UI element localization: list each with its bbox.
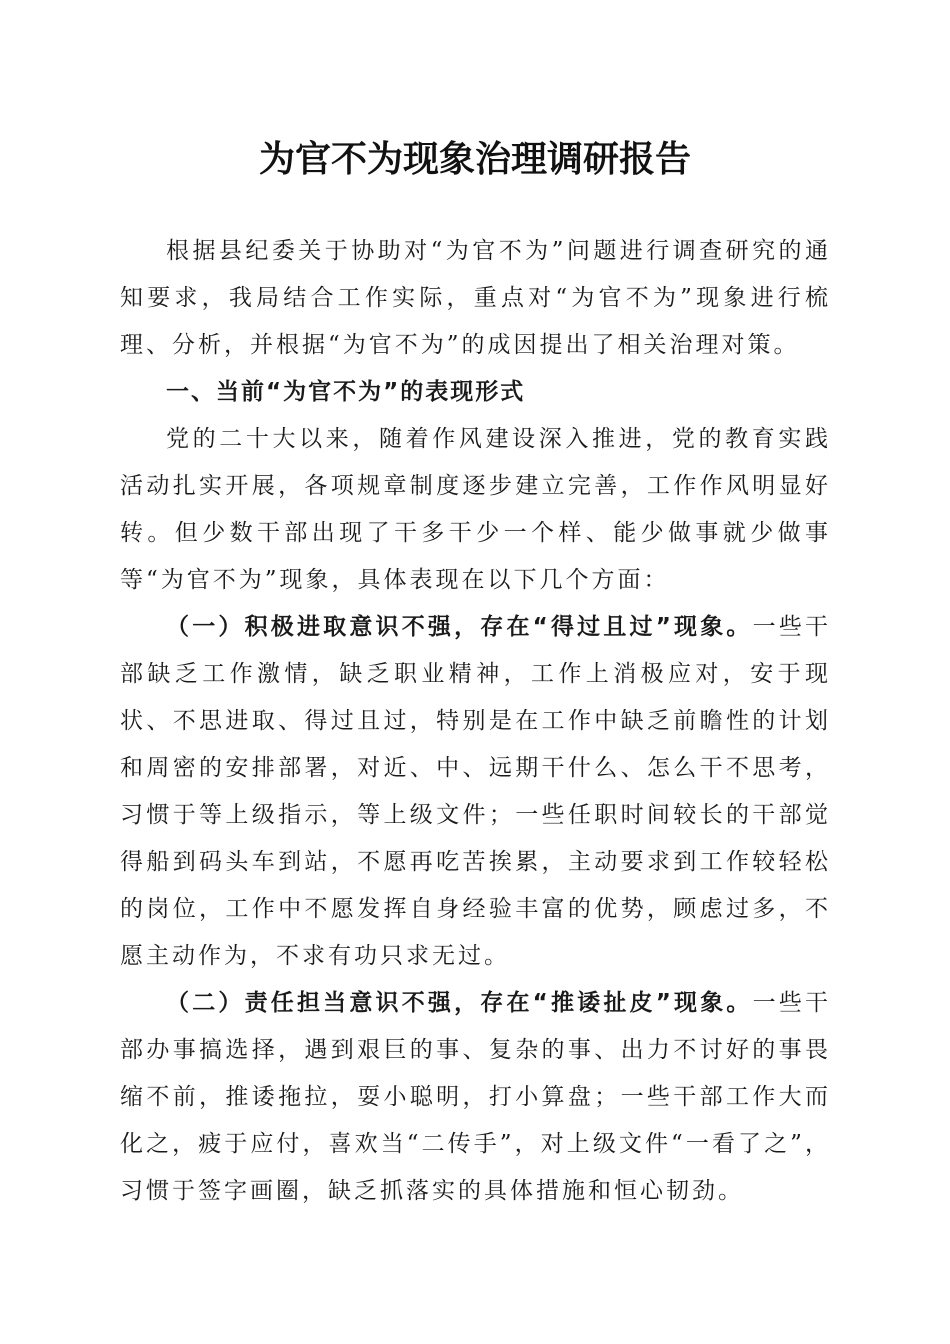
- item-paragraph-1: [120, 604, 831, 980]
- item-paragraph-2: [120, 980, 831, 1215]
- document-title: 为官不为现象治理调研报告: [258, 138, 691, 180]
- document-body: [120, 228, 831, 1215]
- section-paragraph: 党的二十大以来，随着作风建设深入推进，党的教育实践活动扎实开展，各项规章制度逐步建立完善，工作作风明显好转。但少数干部出现了干多干少一个样、能少做事就少做事等“为官不为”现象，具体表现在以下几个方面：: [120, 426, 831, 593]
- item-body-2: 一些干部办事搞选择，遇到艰巨的事、复杂的事、出力不讨好的事畏缩不前，推诿拖拉，耍小聪明，打小算盘；一些干部工作大而化之，疲于应付，喜欢当“二传手”，对上级文件“一看了之”，习惯于签字画圈，缺乏抓落实的具体措施和恒心韧劲。: [120, 990, 832, 1204]
- intro-paragraph: 根据县纪委关于协助对“为官不为”问题进行调查研究的通知要求，我局结合工作实际，重点对“为官不为”现象进行梳理、分析，并根据“为官不为”的成因提出了相关治理对策。: [120, 238, 831, 358]
- item-body-1: 一些干部缺乏工作激情，缺乏职业精神，工作上消极应对，安于现状、不思进取、得过且过，特别是在工作中缺乏前瞻性的计划和周密的安排部署，对近、中、远期干什么、怎么干不思考，习惯于等上级指示，等上级文件；一些任职时间较长的干部觉得船到码头车到站，不愿再吃苦挨累，主动要求到工作较轻松的岗位，工作中不愿发挥自身经验丰富的优势，顾虑过多，不愿主动作为，不求有功只求无过。: [120, 614, 832, 969]
- section-heading: 一、当前“为官不为”的表现形式: [166, 379, 526, 405]
- item-heading-1: （一）积极进取意识不强，存在“得过且过”现象。: [166, 614, 753, 640]
- item-heading-2: （二）责任担当意识不强，存在“推诿扯皮”现象。: [166, 990, 753, 1016]
